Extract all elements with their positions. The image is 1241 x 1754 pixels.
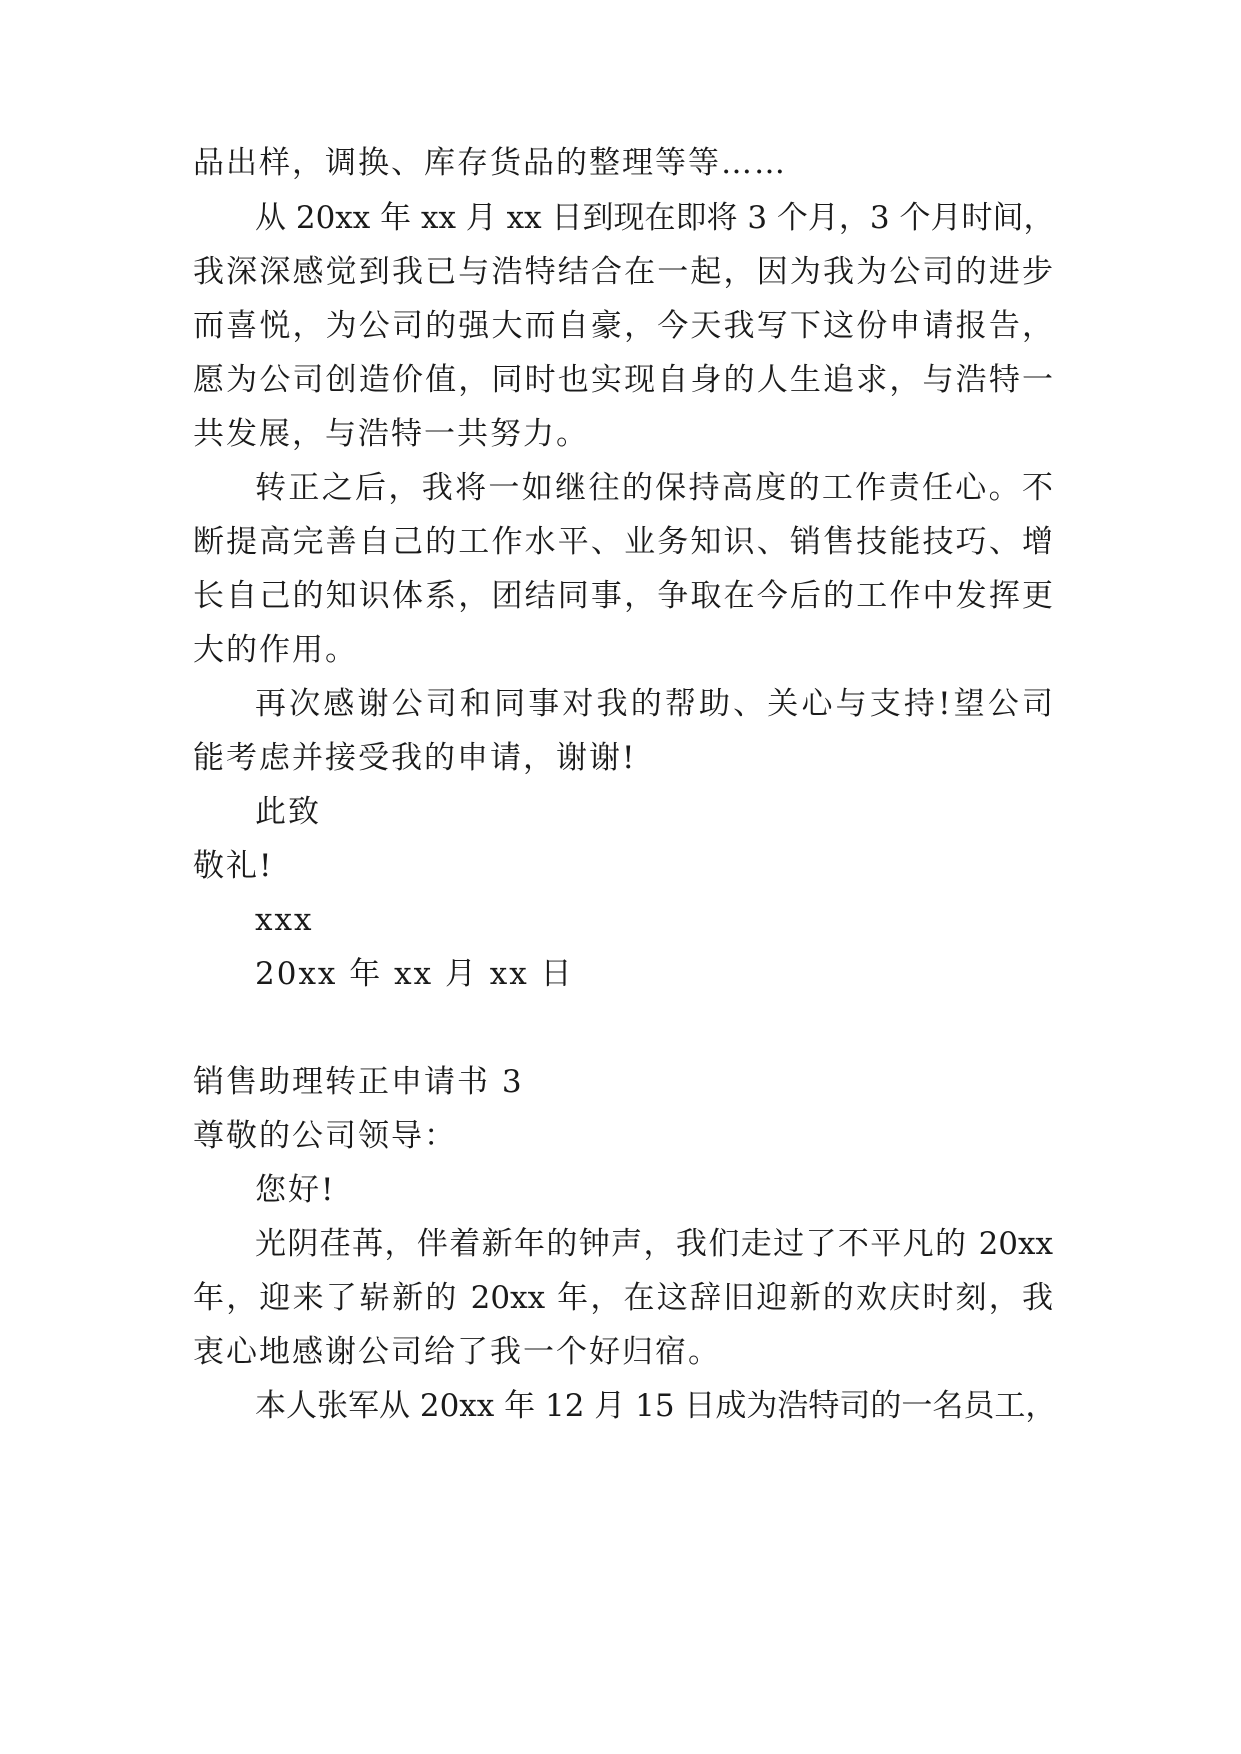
body-line: 共发展，与浩特一共努力。: [193, 416, 589, 452]
paragraph-first-line: 再次感谢公司和同事对我的帮助、关心与支持!望公司: [255, 686, 1053, 722]
paragraph-first-line: 本人张军从 20xx 年 12 月 15 日成为浩特司的一名员工，: [255, 1388, 1057, 1424]
closing-salute: 敬礼!: [193, 848, 274, 884]
paragraph-first-line: 转正之后，我将一如继往的保持高度的工作责任心。不: [255, 470, 1053, 506]
body-line: 断提高完善自己的工作水平、业务知识、销售技能技巧、增: [193, 524, 1053, 560]
body-line: 而喜悦，为公司的强大而自豪，今天我写下这份申请报告，: [193, 308, 1053, 344]
body-line: 品出样，调换、库存货品的整理等等……: [193, 145, 787, 181]
body-line: 年，迎来了崭新的 20xx 年，在这辞旧迎新的欢庆时刻，我: [193, 1280, 1053, 1316]
body-line: 我深深感觉到我已与浩特结合在一起，因为我为公司的进步: [193, 254, 1053, 290]
paragraph-first-line: 从 20xx 年 xx 月 xx 日到现在即将 3 个月，3 个月时间，: [255, 200, 1055, 236]
signature-date: 20xx 年 xx 月 xx 日: [255, 956, 574, 992]
signature-name: xxx: [255, 902, 314, 938]
paragraph-first-line: 光阴荏苒，伴着新年的钟声，我们走过了不平凡的 20xx: [255, 1226, 1053, 1262]
section-title: 销售助理转正申请书 3: [193, 1064, 524, 1100]
body-line: 愿为公司创造价值，同时也实现自身的人生追求，与浩特一: [193, 362, 1053, 398]
body-line: 长自己的知识体系，团结同事，争取在今后的工作中发挥更: [193, 578, 1053, 614]
greeting: 您好!: [255, 1172, 336, 1208]
closing-greeting: 此致: [255, 794, 321, 830]
body-line: 大的作用。: [193, 632, 358, 668]
body-line: 衷心地感谢公司给了我一个好归宿。: [193, 1334, 721, 1370]
body-line: 能考虑并接受我的申请，谢谢!: [193, 740, 637, 776]
salutation: 尊敬的公司领导：: [193, 1118, 457, 1154]
